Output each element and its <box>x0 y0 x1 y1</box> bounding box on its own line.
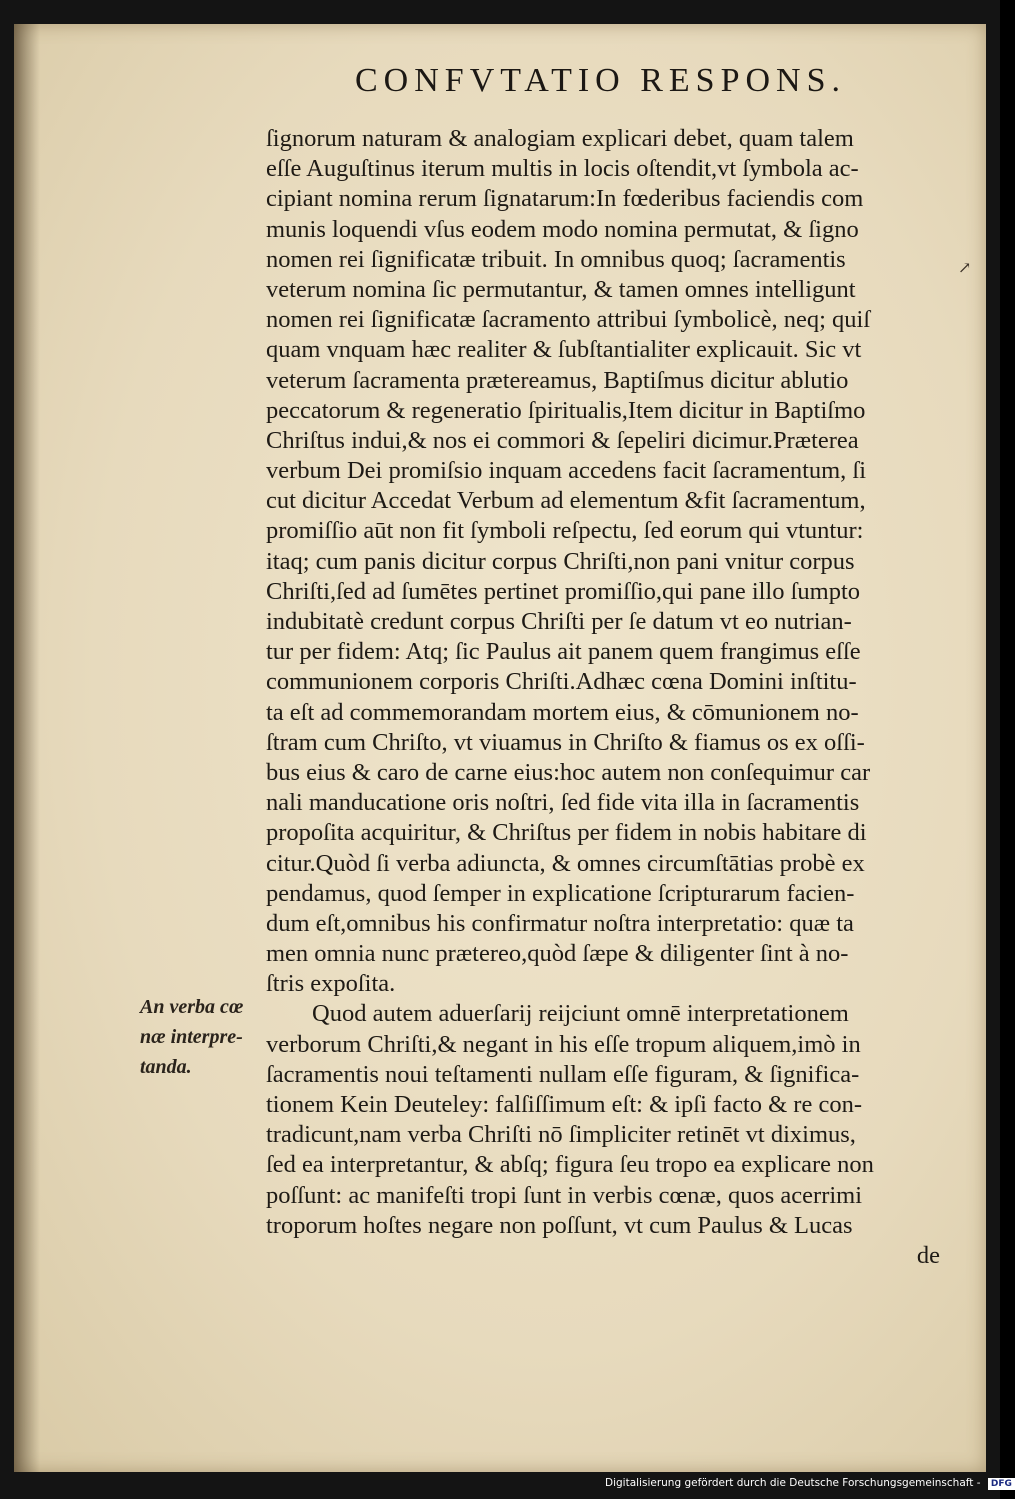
text-line: tionem Kein Deuteley: falſiſſimum eſt: & ipſi facto & re con- <box>266 1091 863 1118</box>
text-line: nali manducatione oris noſtri, ſed fide vita illa in ſacramentis <box>266 789 860 817</box>
text-line: Quod autem aduerſarij reijciunt omnē interpretationem <box>312 1000 849 1028</box>
text-line: cipiant nomina rerum ſignatarum:In fœderibus faciendis com <box>266 185 864 213</box>
text-line: ta eſt ad commemorandam mortem eius, & cōmunionem no- <box>266 698 859 726</box>
text-line: propoſita acquiritur, & Chriſtus per fidem in nobis habitare di <box>266 819 867 847</box>
funding-footer <box>605 1477 1015 1490</box>
text-line: veterum ſacramenta prætereamus, Baptiſmus dicitur ablutio <box>266 366 849 394</box>
text-line: ſed ea interpretantur, & abſq; figura ſeu tropo ea explicare non <box>266 1151 874 1179</box>
text-line: Chriſti,ſed ad ſumētes pertinet promiſſio,qui pane illo ſumpto <box>266 577 861 605</box>
marginal-note-line: An verba cœ <box>140 996 244 1018</box>
text-line: verbum Dei promiſsio inquam accedens facit ſacramentum, ſi <box>266 457 867 485</box>
text-line: ſignorum naturam & analogiam explicari debet, quam talem <box>266 125 854 152</box>
page-gutter-shadow <box>14 24 40 1472</box>
text-line: nomen rei ſignificatæ tribuit. In omnibus quoq; ſacramentis <box>266 245 846 273</box>
text-line: itaq; cum panis dicitur corpus Chriſti,non pani vnitur corpus <box>266 547 855 575</box>
text-line: cut dicitur Accedat Verbum ad elementum &fit ſacramentum, <box>266 487 866 515</box>
marginal-note-line: næ interpre- <box>140 1026 243 1049</box>
text-line: tradicunt,nam verba Chriſti nō ſimpliciter retinēt vt diximus, <box>266 1121 856 1149</box>
marginal-note <box>140 992 270 1083</box>
text-line: troporum hoſtes negare non poſſunt, vt cum Paulus & Lucas <box>266 1211 853 1239</box>
text-line: men omnia nunc prætereo,quòd ſæpe & diligenter ſint à no- <box>266 940 849 968</box>
body-text <box>266 124 946 1271</box>
margin-mark: ↗ <box>958 260 972 277</box>
text-line: citur.Quòd ſi verba adiuncta, & omnes circumſtātias probè ex <box>266 849 865 877</box>
text-line: communionem corporis Chriſti.Adhæc cœna Domini inſtitu- <box>266 668 857 696</box>
text-line: promiſſio aūt non fit ſymboli reſpectu, ſed eorum qui vtuntur: <box>266 517 864 545</box>
text-line: quam vnquam hæc realiter & ſubſtantialiter explicauit. Sic vt <box>266 336 862 364</box>
text-line: eſſe Auguſtinus iterum multis in locis oſtendit,vt ſymbola ac- <box>266 155 859 183</box>
text-line: ſtris expoſita. <box>266 970 396 998</box>
text-line: Chriſtus indui,& nos ei commori & ſepeliri dicimur.Præterea <box>266 426 859 454</box>
text-line: poſſunt: ac manifeſti tropi ſunt in verbis cœnæ, quos acerrimi <box>266 1181 863 1209</box>
text-line: nomen rei ſignificatæ ſacramento attribui ſymbolicè, neq; quiſ <box>266 306 871 334</box>
text-line: indubitatè credunt corpus Chriſti per ſe datum vt eo nutrian- <box>266 608 852 635</box>
text-line: dum eſt,omnibus his confirmatur noſtra interpretatio: quæ ta <box>266 909 854 937</box>
text-line: ſtram cum Chriſto, vt viuamus in Chriſto & fiamus os ex oſſi- <box>266 728 865 756</box>
text-line: pendamus, quod ſemper in explicatione ſcripturarum facien- <box>266 879 855 907</box>
catchword: de <box>916 1241 940 1269</box>
running-head: CONFVTATIO RESPONS. <box>355 62 847 99</box>
footer-text: Digitalisierung gefördert durch die Deutsche Forschungsgemeinschaft - <box>605 1477 981 1489</box>
text-line: bus eius & caro de carne eius:hoc autem non conſequimur car <box>266 758 871 786</box>
text-line: peccatorum & regeneratio ſpiritualis,Item dicitur in Baptiſmo <box>266 396 866 424</box>
marginal-note-line: tanda. <box>140 1056 192 1079</box>
text-line: verborum Chriſti,& negant in his eſſe tropum aliquem,imò in <box>266 1030 861 1058</box>
dfg-logo: DFG <box>988 1478 1015 1490</box>
text-line: ſacramentis noui teſtamenti nullam eſſe figuram, & ſignifica- <box>266 1060 860 1088</box>
text-line: tur per fidem: Atq; ſic Paulus ait panem quem frangimus eſſe <box>266 638 861 666</box>
text-line: veterum nomina ſic permutantur, & tamen omnes intelligunt <box>266 275 856 303</box>
text-line: munis loquendi vſus eodem modo nomina permutat, & ſigno <box>266 215 859 243</box>
